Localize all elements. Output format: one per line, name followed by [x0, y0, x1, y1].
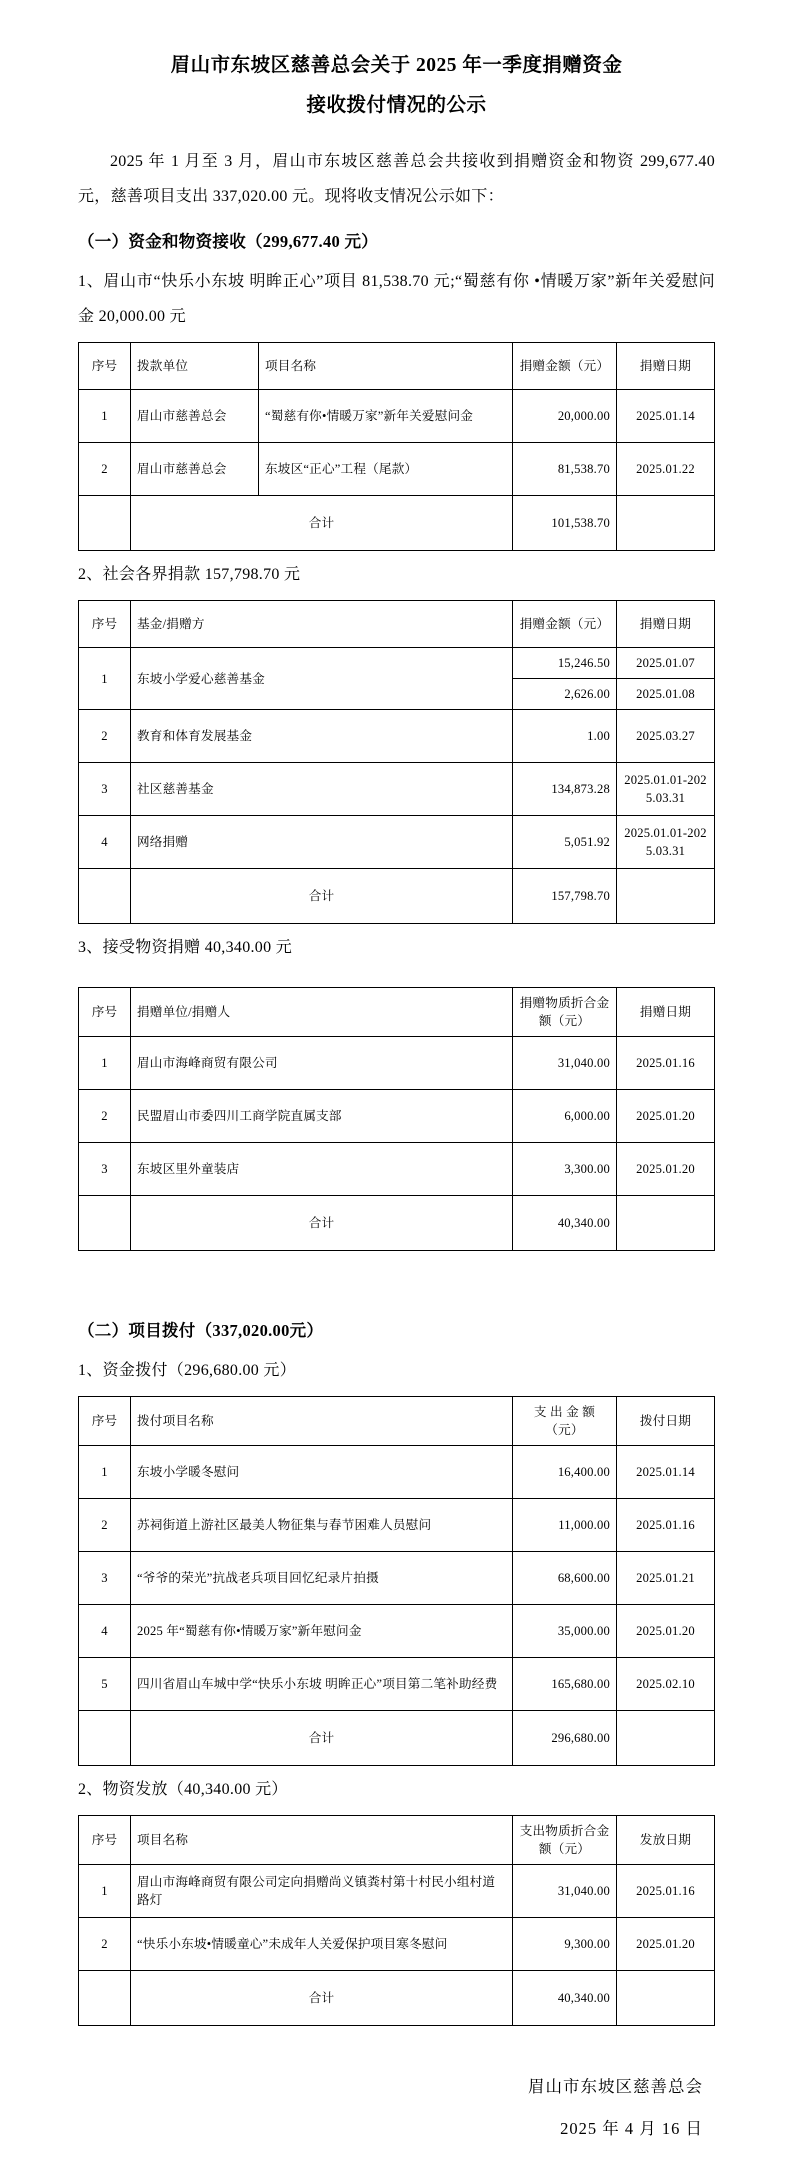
col-header-project: 项目名称 [131, 1816, 513, 1865]
section-two-sub1-heading: 1、资金拨付（296,680.00 元） [78, 1362, 296, 1379]
col-header-project: 项目名称 [259, 343, 513, 390]
table-header-row [79, 988, 715, 1037]
cell-date: 2025.01.20 [617, 1605, 715, 1658]
table-row [79, 648, 715, 679]
cell-donor: 民盟眉山市委四川工商学院直属支部 [131, 1090, 513, 1143]
table-row [79, 1865, 715, 1918]
col-header-donor: 捐赠单位/捐赠人 [131, 988, 513, 1037]
table-total-row [79, 1971, 715, 2026]
title-line-2: 接收拨付情况的公示 [306, 95, 487, 116]
cell-index: 1 [79, 1865, 131, 1918]
col-header-amount: 捐赠金额（元） [513, 601, 617, 648]
cell-amount: 5,051.92 [513, 816, 617, 869]
cell-date: 2025.01.16 [617, 1499, 715, 1552]
cell-total-label: 合计 [131, 1971, 513, 2026]
cell-project: 苏祠街道上游社区最美人物征集与春节困难人员慰问 [131, 1499, 513, 1552]
cell-date-empty [617, 1711, 715, 1766]
table-total-row [79, 1711, 715, 1766]
cell-fund: 教育和体育发展基金 [131, 710, 513, 763]
table-row [79, 1658, 715, 1711]
table-row [79, 390, 715, 443]
signature-date: 2025 年 4 月 16 日 [560, 2119, 703, 2138]
cell-date-empty [617, 496, 715, 551]
cell-amount: 31,040.00 [513, 1037, 617, 1090]
cell-date: 2025.01.16 [617, 1865, 715, 1918]
cell-index: 5 [79, 1658, 131, 1711]
cell-total-label: 合计 [131, 869, 513, 924]
table-row [79, 816, 715, 869]
table-total-row [79, 869, 715, 924]
cell-project: “爷爷的荣光”抗战老兵项目回忆纪录片拍摄 [131, 1552, 513, 1605]
cell-date: 2025.01.20 [617, 1090, 715, 1143]
cell-total-amount: 101,538.70 [513, 496, 617, 551]
cell-amount: 68,600.00 [513, 1552, 617, 1605]
col-header-unit: 拨款单位 [131, 343, 259, 390]
cell-amount: 134,873.28 [513, 763, 617, 816]
table-row [79, 1143, 715, 1196]
col-header-date: 发放日期 [617, 1816, 715, 1865]
cell-date: 2025.03.27 [617, 710, 715, 763]
col-header-index: 序号 [79, 988, 131, 1037]
page-title [78, 40, 715, 126]
table-row [79, 1552, 715, 1605]
cell-amount: 81,538.70 [513, 443, 617, 496]
table-row [79, 1037, 715, 1090]
table-row [79, 1918, 715, 1971]
cell-date: 2025.01.07 [617, 648, 715, 679]
cell-index: 2 [79, 1918, 131, 1971]
table-row [79, 710, 715, 763]
section-two-sub2-heading: 2、物资发放（40,340.00 元） [78, 1781, 288, 1798]
cell-date: 2025.02.10 [617, 1658, 715, 1711]
cell-donor: 东坡区里外童装店 [131, 1143, 513, 1196]
cell-amount: 31,040.00 [513, 1865, 617, 1918]
cell-index: 1 [79, 648, 131, 710]
cell-date: 2025.01.14 [617, 390, 715, 443]
spacer [78, 1257, 715, 1303]
cell-amount: 15,246.50 [513, 648, 617, 679]
cell-project: 眉山市海峰商贸有限公司定向捐赠尚义镇粪村第十村民小组村道路灯 [131, 1865, 513, 1918]
table-goods-distribution [78, 1815, 715, 2026]
table-row [79, 1446, 715, 1499]
col-header-index: 序号 [79, 1397, 131, 1446]
cell-date-empty [617, 1196, 715, 1251]
col-header-index: 序号 [79, 601, 131, 648]
col-header-date: 捐赠日期 [617, 343, 715, 390]
table-row [79, 1090, 715, 1143]
table-header-row [79, 1397, 715, 1446]
cell-date: 2025.01.22 [617, 443, 715, 496]
cell-index: 2 [79, 1090, 131, 1143]
cell-index: 2 [79, 1499, 131, 1552]
cell-index: 1 [79, 1037, 131, 1090]
table-header-row [79, 601, 715, 648]
section-one-sub2-heading: 2、社会各界捐款 157,798.70 元 [78, 566, 301, 583]
intro-block [78, 144, 715, 214]
cell-index-empty [79, 1196, 131, 1251]
cell-index: 2 [79, 710, 131, 763]
cell-amount: 1.00 [513, 710, 617, 763]
col-header-index: 序号 [79, 343, 131, 390]
cell-date: 2025.01.16 [617, 1037, 715, 1090]
cell-amount: 16,400.00 [513, 1446, 617, 1499]
cell-date: 2025.01.20 [617, 1143, 715, 1196]
intro-paragraph: 2025 年 1 月至 3 月，眉山市东坡区慈善总会共接收到捐赠资金和物资 299,677.40 元，慈善项目支出 337,020.00 元。现将收支情况公示如下： [78, 153, 715, 205]
col-header-amount: 支 出 金 额（元） [513, 1397, 617, 1446]
table-total-row [79, 1196, 715, 1251]
cell-date: 2025.01.01-2025.03.31 [617, 816, 715, 869]
cell-date-empty [617, 1971, 715, 2026]
table-goods-receipt [78, 987, 715, 1251]
cell-amount: 6,000.00 [513, 1090, 617, 1143]
table-total-row [79, 496, 715, 551]
col-header-project: 拨付项目名称 [131, 1397, 513, 1446]
table-row [79, 763, 715, 816]
cell-date: 2025.01.20 [617, 1918, 715, 1971]
cell-date: 2025.01.01-2025.03.31 [617, 763, 715, 816]
cell-total-label: 合计 [131, 1711, 513, 1766]
table-funds-disbursement [78, 1396, 715, 1766]
col-header-date: 捐赠日期 [617, 601, 715, 648]
section-one-heading: （一）资金和物资接收（299,677.40 元） [78, 232, 379, 251]
section-two-heading: （二）项目拨付（337,020.00元） [78, 1321, 324, 1340]
cell-index-empty [79, 869, 131, 924]
cell-index: 4 [79, 1605, 131, 1658]
cell-date: 2025.01.14 [617, 1446, 715, 1499]
cell-project: “蜀慈有你•情暖万家”新年关爱慰问金 [259, 390, 513, 443]
cell-project: 四川省眉山车城中学“快乐小东坡 明眸正心”项目第二笔补助经费 [131, 1658, 513, 1711]
signature-organization: 眉山市东坡区慈善总会 [528, 2077, 703, 2096]
table-public-donations [78, 600, 715, 924]
section-one-sub3-heading: 3、接受物资捐赠 40,340.00 元 [78, 939, 292, 956]
cell-amount: 165,680.00 [513, 1658, 617, 1711]
cell-project: 东坡区“正心”工程（尾款） [259, 443, 513, 496]
table-row [79, 1605, 715, 1658]
cell-unit: 眉山市慈善总会 [131, 443, 259, 496]
table-funds-receipt [78, 342, 715, 551]
cell-total-amount: 157,798.70 [513, 869, 617, 924]
cell-index: 1 [79, 1446, 131, 1499]
cell-fund: 网络捐赠 [131, 816, 513, 869]
cell-donor: 眉山市海峰商贸有限公司 [131, 1037, 513, 1090]
cell-index-empty [79, 496, 131, 551]
cell-amount: 20,000.00 [513, 390, 617, 443]
table-header-row [79, 1816, 715, 1865]
cell-unit: 眉山市慈善总会 [131, 390, 259, 443]
col-header-amount: 支出物质折合金额（元） [513, 1816, 617, 1865]
cell-total-amount: 40,340.00 [513, 1971, 617, 2026]
cell-total-amount: 296,680.00 [513, 1711, 617, 1766]
table-row [79, 443, 715, 496]
col-header-fund: 基金/捐赠方 [131, 601, 513, 648]
cell-amount: 2,626.00 [513, 679, 617, 710]
cell-index: 3 [79, 763, 131, 816]
cell-date: 2025.01.21 [617, 1552, 715, 1605]
col-header-amount: 捐赠物质折合金额（元） [513, 988, 617, 1037]
cell-index: 4 [79, 816, 131, 869]
cell-index-empty [79, 1971, 131, 2026]
table-header-row [79, 343, 715, 390]
col-header-amount: 捐赠金额（元） [513, 343, 617, 390]
col-header-date: 拨付日期 [617, 1397, 715, 1446]
cell-fund: 社区慈善基金 [131, 763, 513, 816]
cell-index-empty [79, 1711, 131, 1766]
title-line-1: 眉山市东坡区慈善总会关于 2025 年一季度捐赠资金 [170, 55, 623, 76]
signature-block [78, 2066, 715, 2150]
cell-amount: 11,000.00 [513, 1499, 617, 1552]
cell-index: 3 [79, 1552, 131, 1605]
spacer [78, 967, 715, 979]
cell-project: 东坡小学暖冬慰问 [131, 1446, 513, 1499]
table-row [79, 1499, 715, 1552]
cell-project: 2025 年“蜀慈有你•情暖万家”新年慰问金 [131, 1605, 513, 1658]
cell-fund: 东坡小学爱心慈善基金 [131, 648, 513, 710]
col-header-date: 捐赠日期 [617, 988, 715, 1037]
cell-amount: 9,300.00 [513, 1918, 617, 1971]
cell-amount: 3,300.00 [513, 1143, 617, 1196]
cell-total-label: 合计 [131, 1196, 513, 1251]
cell-amount: 35,000.00 [513, 1605, 617, 1658]
cell-total-label: 合计 [131, 496, 513, 551]
section-one-sub1-heading: 1、眉山市“快乐小东坡 明眸正心”项目 81,538.70 元;“蜀慈有你 •情暖万家”新年关爱慰问金 20,000.00 元 [78, 273, 715, 325]
cell-date: 2025.01.08 [617, 679, 715, 710]
cell-project: “快乐小东坡•情暖童心”未成年人关爱保护项目寒冬慰问 [131, 1918, 513, 1971]
cell-index: 3 [79, 1143, 131, 1196]
cell-index: 1 [79, 390, 131, 443]
cell-date-empty [617, 869, 715, 924]
col-header-index: 序号 [79, 1816, 131, 1865]
cell-total-amount: 40,340.00 [513, 1196, 617, 1251]
cell-index: 2 [79, 443, 131, 496]
